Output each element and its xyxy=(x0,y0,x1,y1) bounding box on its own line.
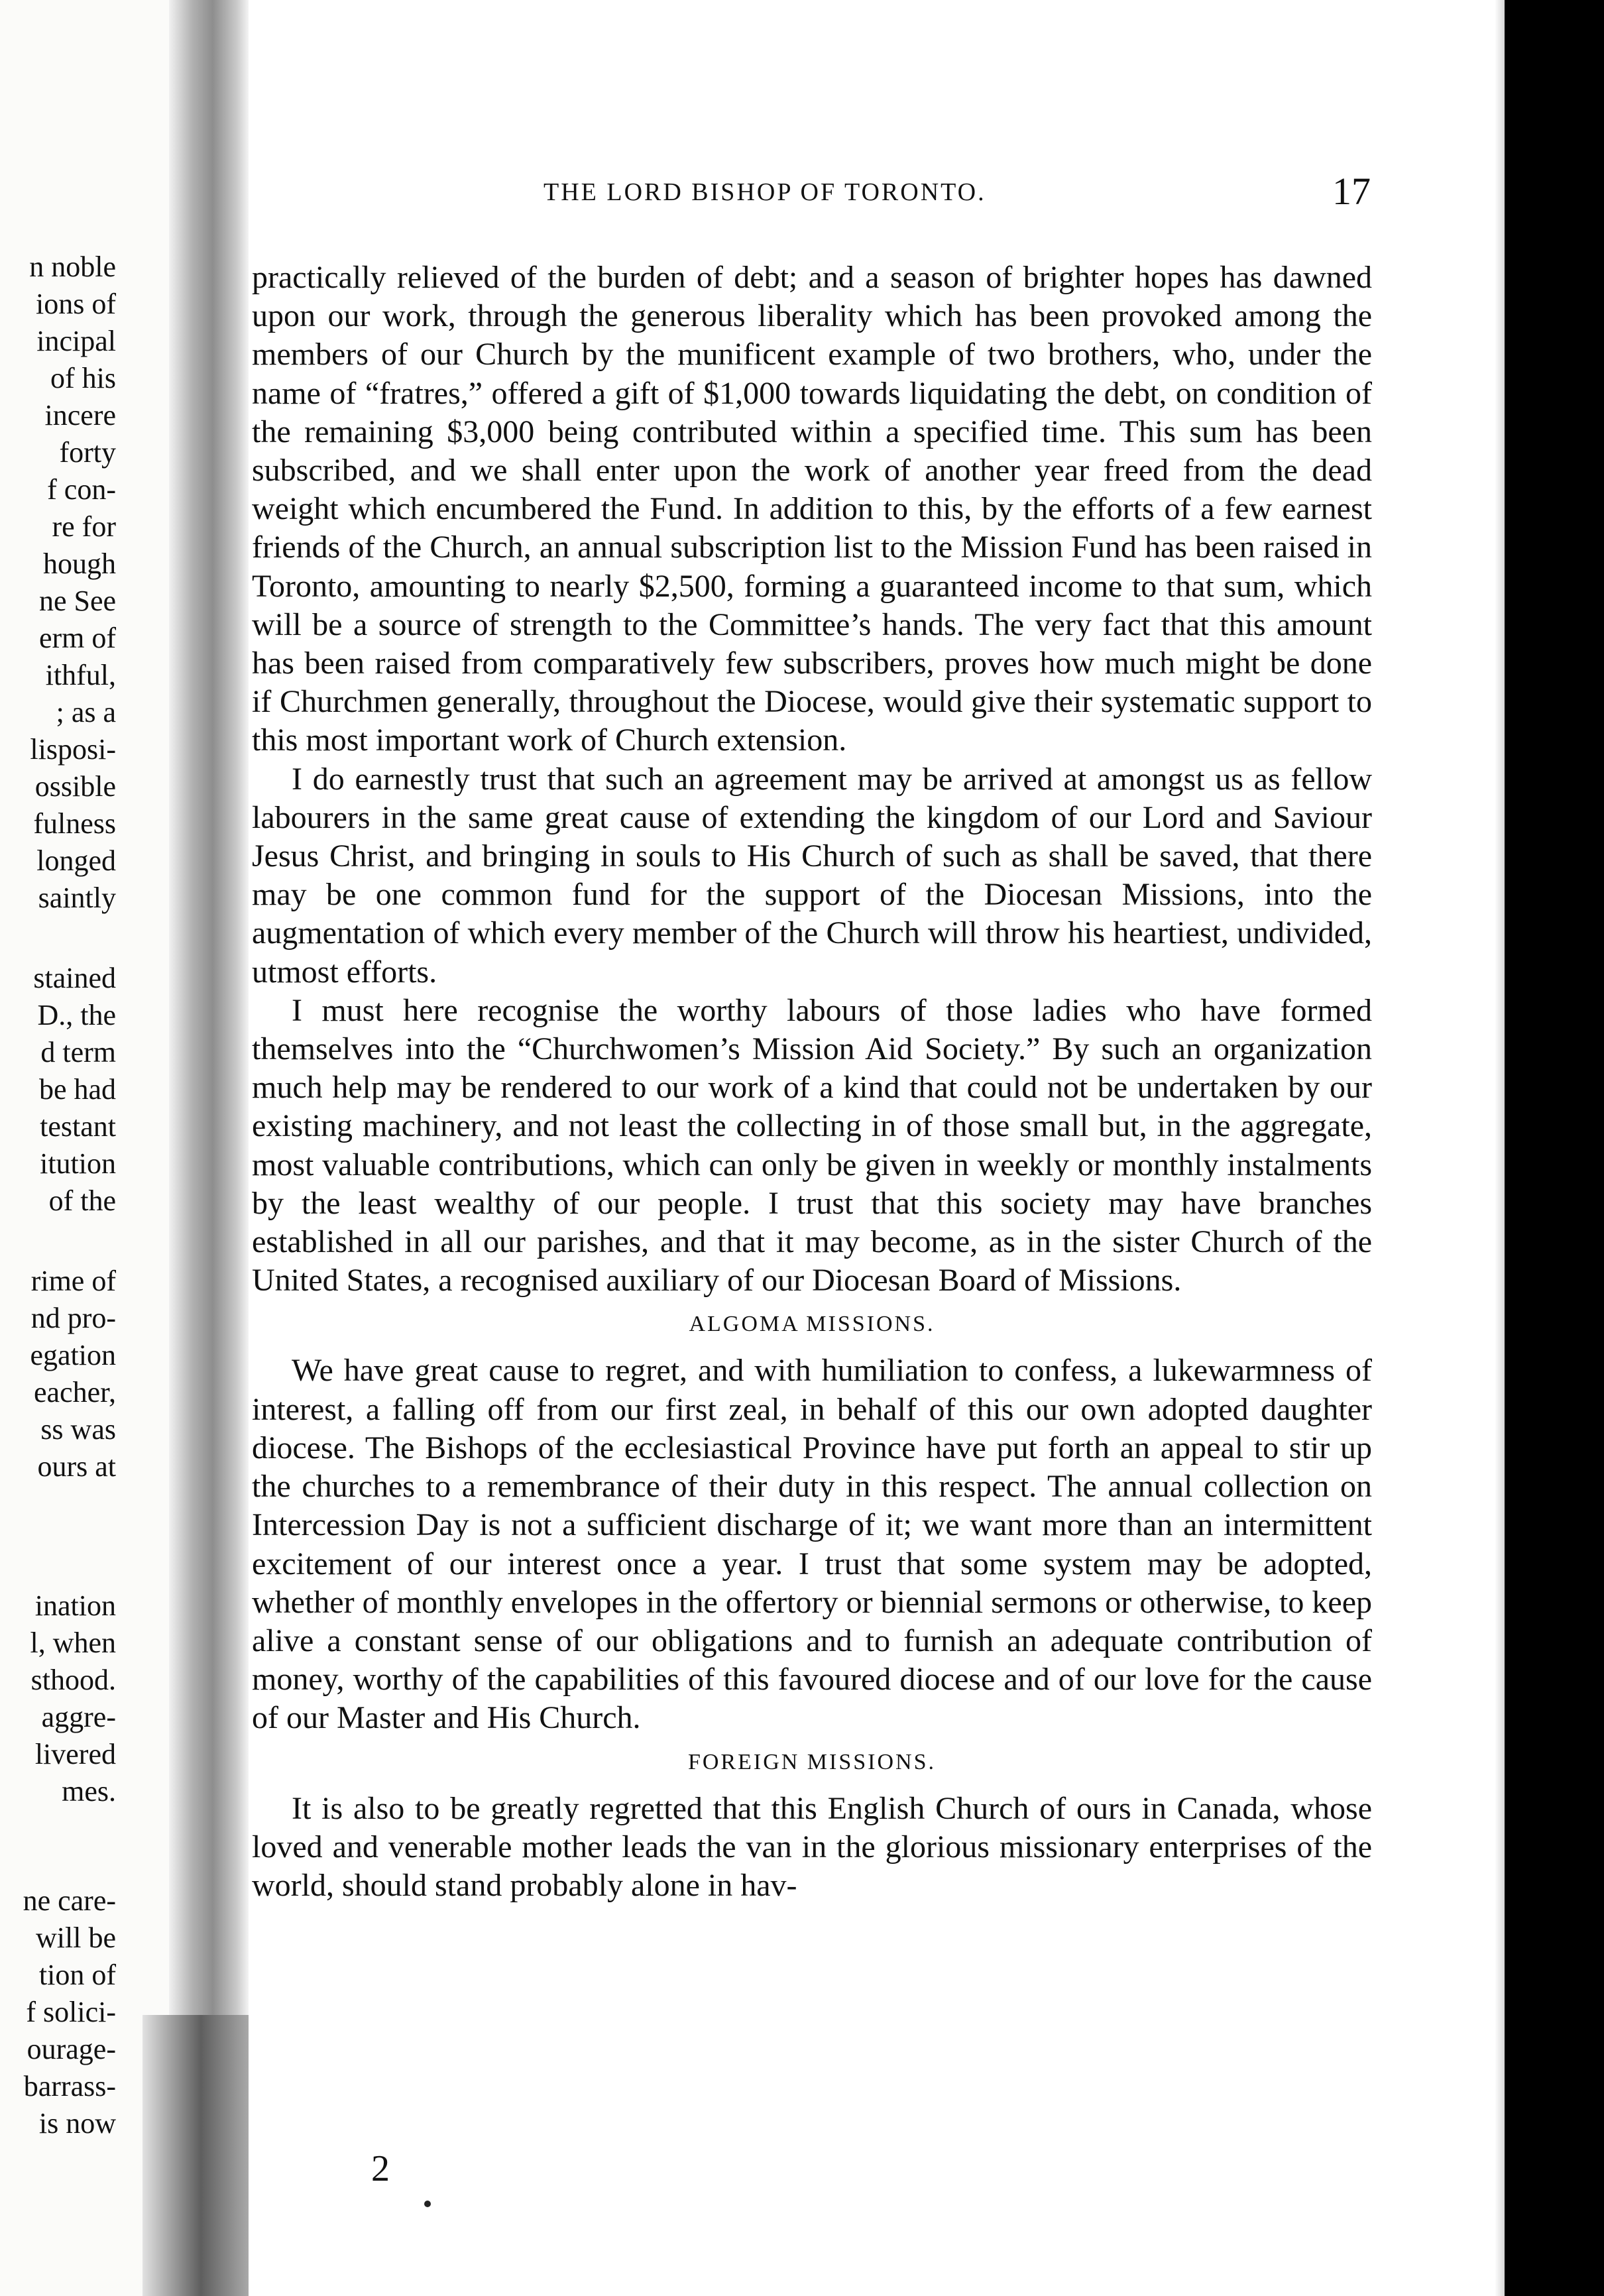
left-fragment-line: ne See xyxy=(38,585,116,617)
section-heading-algoma: ALGOMA MISSIONS. xyxy=(689,1312,935,1337)
left-fragment-line: of his xyxy=(50,362,116,394)
section-heading-foreign: FOREIGN MISSIONS. xyxy=(687,1749,937,1774)
left-fragment-line: d term xyxy=(40,1036,116,1068)
left-fragment-line: of the xyxy=(48,1184,116,1217)
left-fragment-line: will be xyxy=(36,1922,116,1954)
left-fragment-line: ss was xyxy=(40,1413,116,1446)
left-fragment-line: D., the xyxy=(37,999,116,1031)
left-fragment-line: l, when xyxy=(30,1627,116,1659)
left-fragment-line: ne care- xyxy=(23,1884,116,1917)
left-fragment-line: be had xyxy=(38,1073,116,1106)
left-fragment-line: forty xyxy=(59,436,116,469)
left-fragment-line: nd pro- xyxy=(30,1302,116,1334)
left-fragment-line: ithful, xyxy=(45,659,116,691)
paragraph: I do earnestly trust that such an agreement may be arrived at amongst us as fellow labourers in the same great cause of extending the kingdom of our Lord and Saviour Jesus Christ, and bringing in souls to His Church of such as shall be saved, that there may be one common fund for the support of the Diocesan Missions, into the augmentation of which every member of the Church will throw his heartiest, undivided, utmost efforts. xyxy=(252,761,1372,990)
left-fragment-line: sthood. xyxy=(30,1664,116,1696)
ink-speck xyxy=(424,2201,431,2207)
paragraph-algoma: We have great cause to regret, and with humiliation to confess, a lukewarmness of interest, a falling off from our first zeal, in behalf of this our own adopted daughter diocese. The Bishops of the ecclesiastical Province have put forth an appeal to stir up the churches to a remembrance of their duty in this respect. The annual collection on Intercession Day is not a sufficient discharge of it; we want more than an intermittent excitement of our interest once a year. I trust that some system may be adopted, whether of monthly envelopes in the offertory or biennial sermons or otherwise, to keep alive a constant sense of our obligations and to furnish an adequate contribution of money, worthy of the capabilities of this favoured diocese and of our love for the cause of our Master and His Church. xyxy=(252,1353,1372,1736)
left-fragment-line: ions of xyxy=(36,288,116,320)
left-fragment-line: egation xyxy=(30,1339,116,1371)
running-head: THE LORD BISHOP OF TORONTO. xyxy=(544,178,986,206)
left-fragment-line: f con- xyxy=(47,473,116,506)
page-body xyxy=(252,258,1372,1905)
left-fragment-line: eacher, xyxy=(33,1376,116,1408)
left-fragment-line: f solici- xyxy=(26,1996,116,2028)
left-fragment-line: incipal xyxy=(36,325,116,357)
left-fragment-line: testant xyxy=(40,1110,116,1143)
left-fragment-line: itution xyxy=(40,1147,116,1180)
paragraph: practically relieved of the burden of debt; and a season of brighter hopes has dawned upon our work, through the generous liberality which has been provoked among the members of our Church by the munificent example of two brothers, who, under the name of “fratres,” offered a gift of $1,000 towards liquidating the debt, on condition of the remaining $3,000 being contributed within a specified time. This sum has been subscribed, and we shall enter upon the work of another year freed from the dead weight which encumbered the Fund. In addition to this, by the efforts of a few earnest friends of the Church, an annual subscription list to the Mission Fund has been raised in Toronto, amounting to nearly $2,500, forming a guaranteed income to that sum, which will be a source of strength to the Committee’s hands. The very fact that this amount has been raised from comparatively few subscribers, proves how much might be done if Churchmen generally, throughout the Diocese, would give their systematic support to this most important work of Church extension. xyxy=(252,260,1372,758)
left-fragment-line: aggre- xyxy=(41,1701,116,1733)
left-fragment-line: ination xyxy=(34,1589,116,1622)
scan-border xyxy=(1505,0,1604,2296)
left-fragment-line: lisposi- xyxy=(30,733,116,766)
left-fragment-line: fulness xyxy=(33,807,116,840)
left-fragment-line: erm of xyxy=(38,622,116,654)
left-fragment-line: ourage- xyxy=(27,2033,116,2065)
left-fragment-line: is now xyxy=(38,2107,116,2140)
left-fragment-line: ours at xyxy=(37,1450,116,1483)
left-fragment-line: incere xyxy=(44,399,116,431)
left-fragment-line: hough xyxy=(43,547,116,580)
gutter-shadow xyxy=(143,2015,249,2296)
left-fragment-line: livered xyxy=(34,1738,116,1770)
left-fragment-line: n noble xyxy=(29,251,116,283)
page-number: 17 xyxy=(1332,170,1371,213)
left-fragment-line: barrass- xyxy=(23,2070,116,2102)
book-gutter xyxy=(169,0,249,2296)
left-fragment-line: mes. xyxy=(62,1775,116,1808)
paragraph: I must here recognise the worthy labours of those ladies who have formed themselves into the “Churchwomen’s Mission Aid Society.” By such an organization much help may be rendered to our work of a kind that could not be undertaken by our existing machinery, and not least the collecting in of those small but, in the aggregate, most valuable contributions, which can only be given in weekly or monthly instalments by the least wealthy of our people. I trust that this society may have branches established in all our parishes, and that it may become, as in the sister Church of the United States, a recognised auxiliary of our Diocesan Board of Missions. xyxy=(252,992,1372,1298)
left-fragment-line: stained xyxy=(33,962,116,994)
paragraph-foreign: It is also to be greatly regretted that this English Church of ours in Canada, whose loved and venerable mother leads the van in the glorious missionary enterprises of the world, should stand probably alone in hav- xyxy=(252,1790,1372,1903)
left-fragment-line: ; as a xyxy=(56,696,116,728)
left-fragment-line: ossible xyxy=(34,770,116,803)
left-fragment-line: tion of xyxy=(38,1959,116,1991)
facing-page-fragment xyxy=(0,0,169,2296)
left-fragment-line: rime of xyxy=(30,1265,116,1297)
signature-mark: 2 xyxy=(371,2148,390,2189)
left-fragment-line: re for xyxy=(52,510,116,543)
left-fragment-line: longed xyxy=(36,844,116,877)
left-fragment-line: saintly xyxy=(38,882,116,914)
